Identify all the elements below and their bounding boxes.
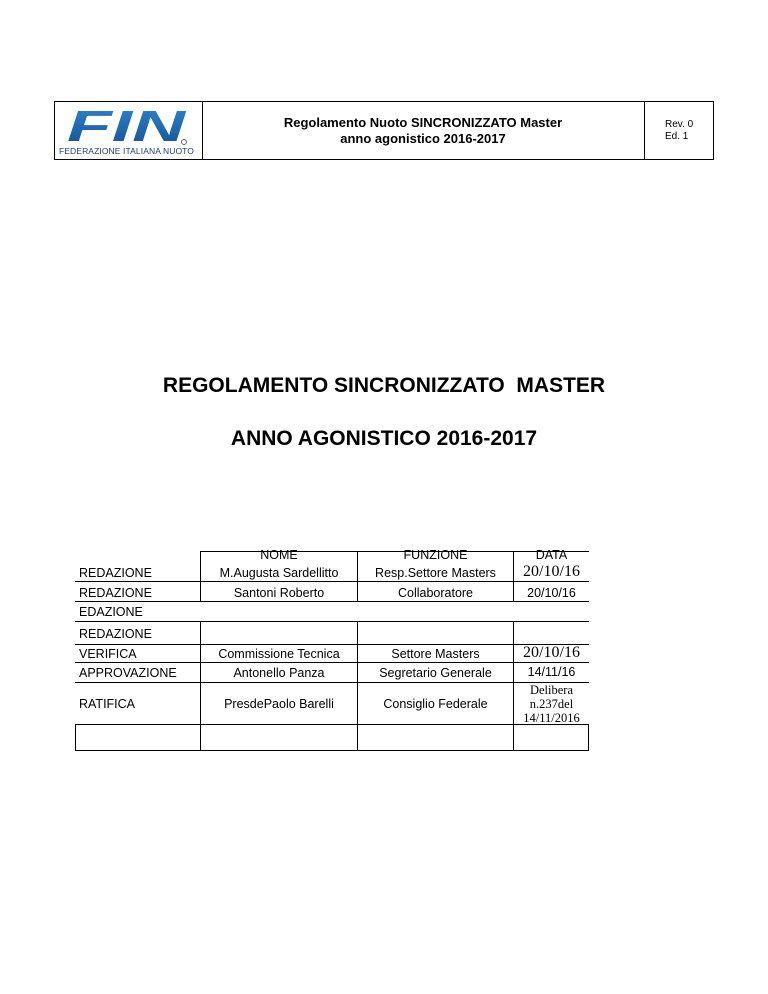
row-nome: M.Augusta Sardellitto: [219, 566, 339, 580]
row-data: 20/10/16: [527, 586, 576, 600]
row-nome: Santoni Roberto: [233, 586, 325, 600]
column-header-funzione: FUNZIONE: [403, 548, 468, 562]
grid-line: [200, 621, 201, 751]
row-role: REDAZIONE: [79, 586, 152, 600]
column-header-data: DATA: [535, 548, 568, 562]
delibera-line2: n.237del: [529, 697, 574, 711]
header-title: [202, 102, 645, 159]
revision-cell: [645, 102, 713, 159]
document-header: [54, 101, 714, 160]
grid-line: [588, 724, 589, 751]
row-funzione: Resp.Settore Masters: [375, 566, 496, 580]
row-nome: Antonello Panza: [233, 666, 325, 680]
row-data: 14/11/16: [527, 665, 576, 679]
row-role: EDAZIONE: [79, 605, 143, 619]
row-funzione: Consiglio Federale: [383, 697, 488, 711]
grid-line: [75, 601, 589, 602]
row-role: VERIFICA: [79, 647, 137, 661]
grid-line: [75, 750, 589, 751]
grid-line: [75, 682, 589, 683]
row-funzione: Settore Masters: [391, 647, 480, 661]
delibera-line3: 14/11/2016: [523, 711, 580, 725]
row-role: REDAZIONE: [79, 627, 152, 641]
grid-line: [75, 662, 589, 663]
grid-line: [75, 724, 589, 725]
logo-caption: FEDERAZIONE ITALIANA NUOTO: [59, 146, 195, 156]
grid-line: [75, 621, 589, 622]
row-role: RATIFICA: [79, 697, 136, 711]
grid-line: [75, 724, 76, 751]
approval-table: [75, 548, 589, 751]
grid-line: [357, 621, 358, 751]
row-funzione: Segretario Generale: [379, 666, 492, 680]
document-subtitle: ANNO AGONISTICO 2016-2017: [230, 427, 538, 450]
column-header-nome: NOME: [260, 548, 298, 562]
edition-label: Ed. 1: [665, 130, 689, 142]
row-role: APPROVAZIONE: [79, 666, 177, 680]
header-title-line2: anno agonistico 2016-2017: [340, 130, 506, 146]
revision-label: Rev. 0: [665, 118, 694, 130]
delibera-line1: Delibera: [529, 683, 574, 697]
row-nome: Commissione Tecnica: [218, 647, 340, 661]
header-title-line1: Regolamento Nuoto SINCRONIZZATO Master: [283, 114, 563, 130]
document-title: REGOLAMENTO SINCRONIZZATO MASTER: [162, 374, 606, 397]
row-data: 20/10/16: [523, 644, 580, 661]
grid-line: [75, 644, 589, 645]
row-nome: PresdePaolo Barelli: [224, 697, 334, 711]
row-role: REDAZIONE: [79, 566, 152, 580]
grid-line: [75, 581, 589, 582]
row-data-delibera: [514, 683, 589, 725]
fin-logo: [63, 104, 189, 146]
logo-cell: [55, 102, 203, 159]
svg-text:FIN: FIN: [67, 104, 188, 146]
row-data: 20/10/16: [523, 563, 580, 580]
row-funzione: Collaboratore: [397, 586, 474, 600]
